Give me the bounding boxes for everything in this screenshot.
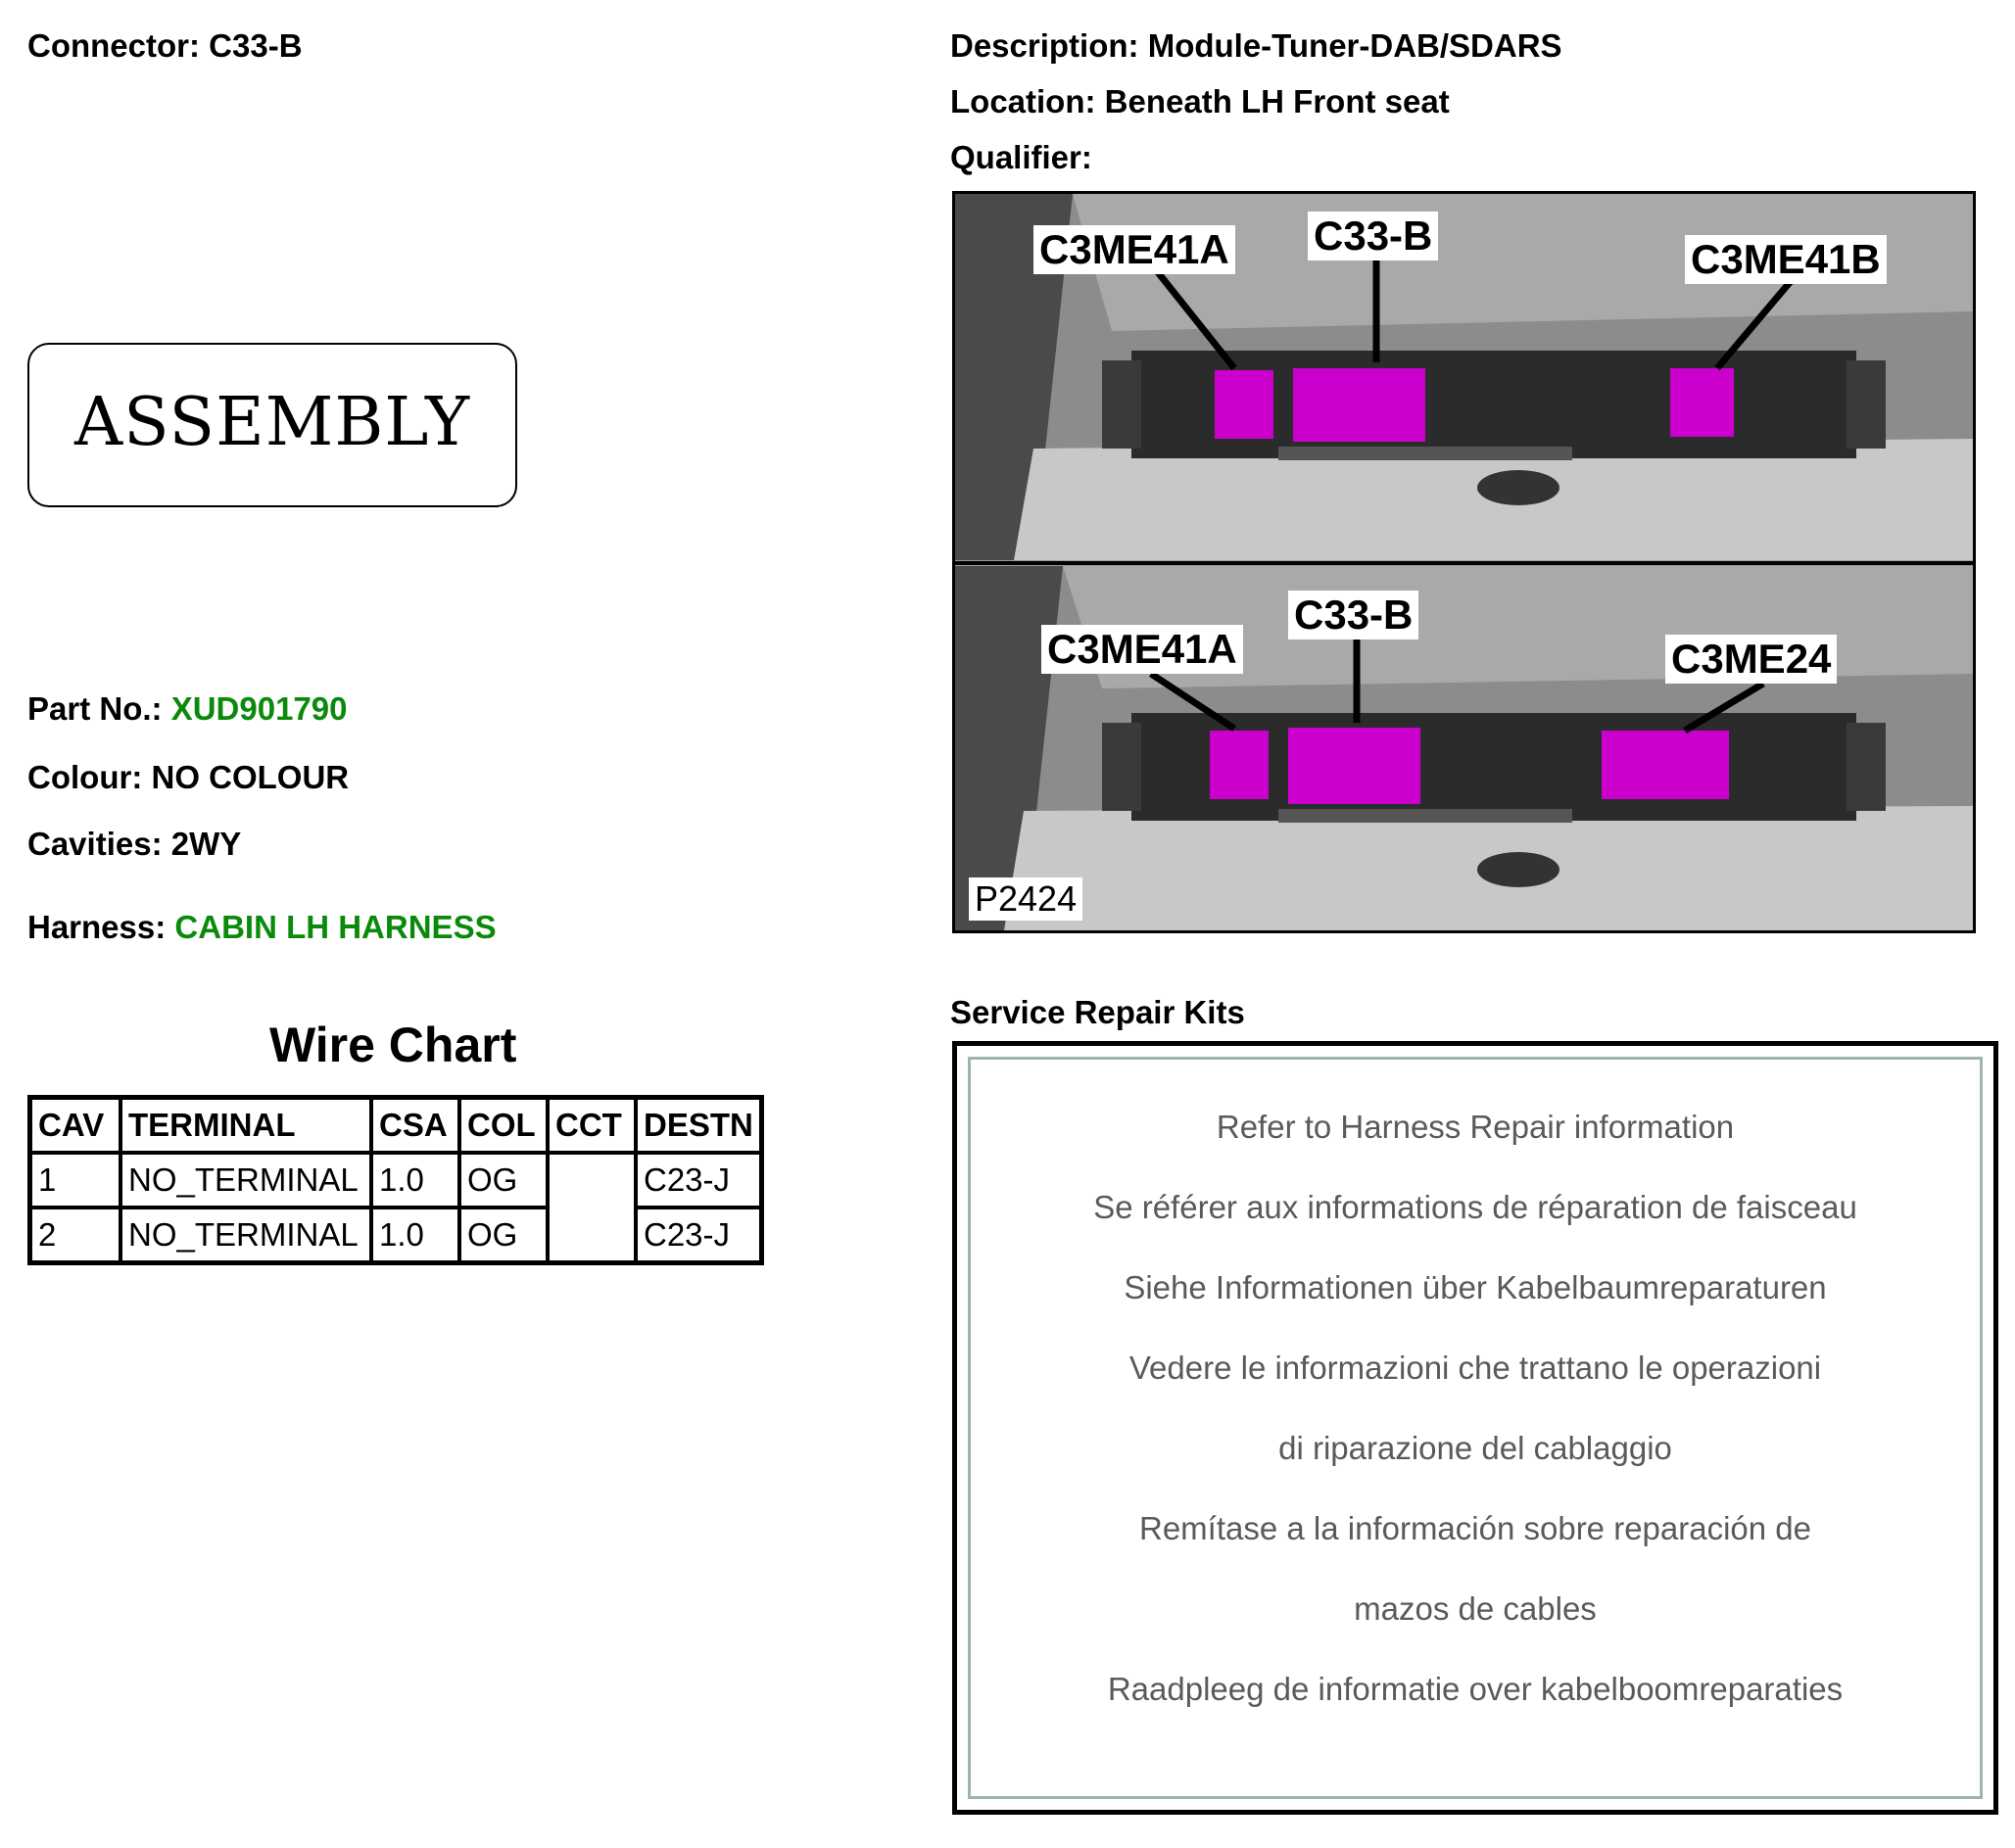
callout-top-right: C3ME41B (1685, 235, 1887, 284)
cell-cav: 1 (30, 1153, 121, 1208)
assembly-label: ASSEMBLY (73, 384, 470, 461)
kit-line: Vedere le informazioni che trattano le operazioni (1128, 1350, 1822, 1386)
kit-line: mazos de cables (1354, 1590, 1597, 1627)
kit-line: di riparazione del cablaggio (1278, 1430, 1672, 1466)
location-value: Beneath LH Front seat (1104, 83, 1450, 119)
cell-csa: 1.0 (371, 1153, 459, 1208)
cell-cct (548, 1153, 636, 1263)
callout-top-center: C33-B (1308, 212, 1438, 261)
table-row (30, 1153, 762, 1208)
kit-line: Raadpleeg de informatie over kabelboomreparaties (1107, 1671, 1844, 1707)
part-no-label: Part No.: (27, 690, 163, 727)
header-destn: DESTN (636, 1098, 761, 1154)
table-row (30, 1208, 762, 1263)
cell-col: OG (459, 1208, 548, 1263)
cell-cav: 2 (30, 1208, 121, 1263)
header-cct: CCT (548, 1098, 636, 1154)
cell-col: OG (459, 1153, 548, 1208)
wire-chart-header-row (30, 1098, 762, 1154)
connector-field (27, 27, 303, 65)
photo-panel-bottom (955, 566, 1973, 930)
connector-label: Connector: (27, 27, 200, 64)
header-terminal: TERMINAL (120, 1098, 371, 1154)
part-no-field (27, 690, 347, 728)
cell-terminal: NO_TERMINAL (120, 1208, 371, 1263)
description-label: Description: (950, 27, 1139, 64)
callout-top-left: C3ME41A (1033, 225, 1235, 274)
description-field (950, 27, 1562, 65)
colour-label: Colour: (27, 759, 143, 795)
header-csa: CSA (371, 1098, 459, 1154)
cell-destn: C23-J (636, 1208, 761, 1263)
photo-illustration (955, 194, 1973, 930)
service-repair-kits-box (952, 1041, 1998, 1815)
harness-label: Harness: (27, 909, 167, 945)
colour-value: NO COLOUR (151, 759, 350, 795)
kit-line: Remítase a la información sobre reparación de (1138, 1510, 1812, 1546)
wire-chart-title: Wire Chart (269, 1018, 517, 1072)
qualifier-field (950, 139, 1092, 176)
callout-bottom-right: C3ME24 (1665, 635, 1837, 684)
callout-bottom-left: C3ME41A (1041, 625, 1243, 674)
callout-bottom-center: C33-B (1288, 591, 1418, 640)
location-field (950, 83, 1450, 120)
cell-csa: 1.0 (371, 1208, 459, 1263)
description-value: Module-Tuner-DAB/SDARS (1147, 27, 1562, 64)
cell-terminal: NO_TERMINAL (120, 1153, 371, 1208)
kit-line: Se référer aux informations de réparation de faisceau (1093, 1189, 1857, 1225)
location-label: Location: (950, 83, 1096, 119)
harness-field (27, 909, 497, 946)
connector-value: C33-B (209, 27, 303, 64)
cavities-value: 2WY (170, 826, 242, 862)
service-repair-kits-inner (968, 1057, 1983, 1799)
cavities-label: Cavities: (27, 826, 163, 862)
cell-destn: C23-J (636, 1153, 761, 1208)
colour-field (27, 759, 349, 796)
qualifier-label: Qualifier: (950, 139, 1092, 175)
harness-value: CABIN LH HARNESS (174, 909, 497, 945)
header-col: COL (459, 1098, 548, 1154)
figure-id: P2424 (969, 877, 1082, 921)
header-cav: CAV (30, 1098, 121, 1154)
kit-line: Refer to Harness Repair information (1216, 1109, 1735, 1145)
cavities-field (27, 826, 241, 863)
assembly-box (27, 343, 517, 507)
wire-chart-table (27, 1095, 764, 1265)
service-repair-kits-title: Service Repair Kits (950, 994, 1245, 1030)
kit-line: Siehe Informationen über Kabelbaumreparaturen (1124, 1269, 1827, 1305)
part-no-value: XUD901790 (170, 690, 348, 727)
connector-location-photo (952, 191, 1976, 933)
